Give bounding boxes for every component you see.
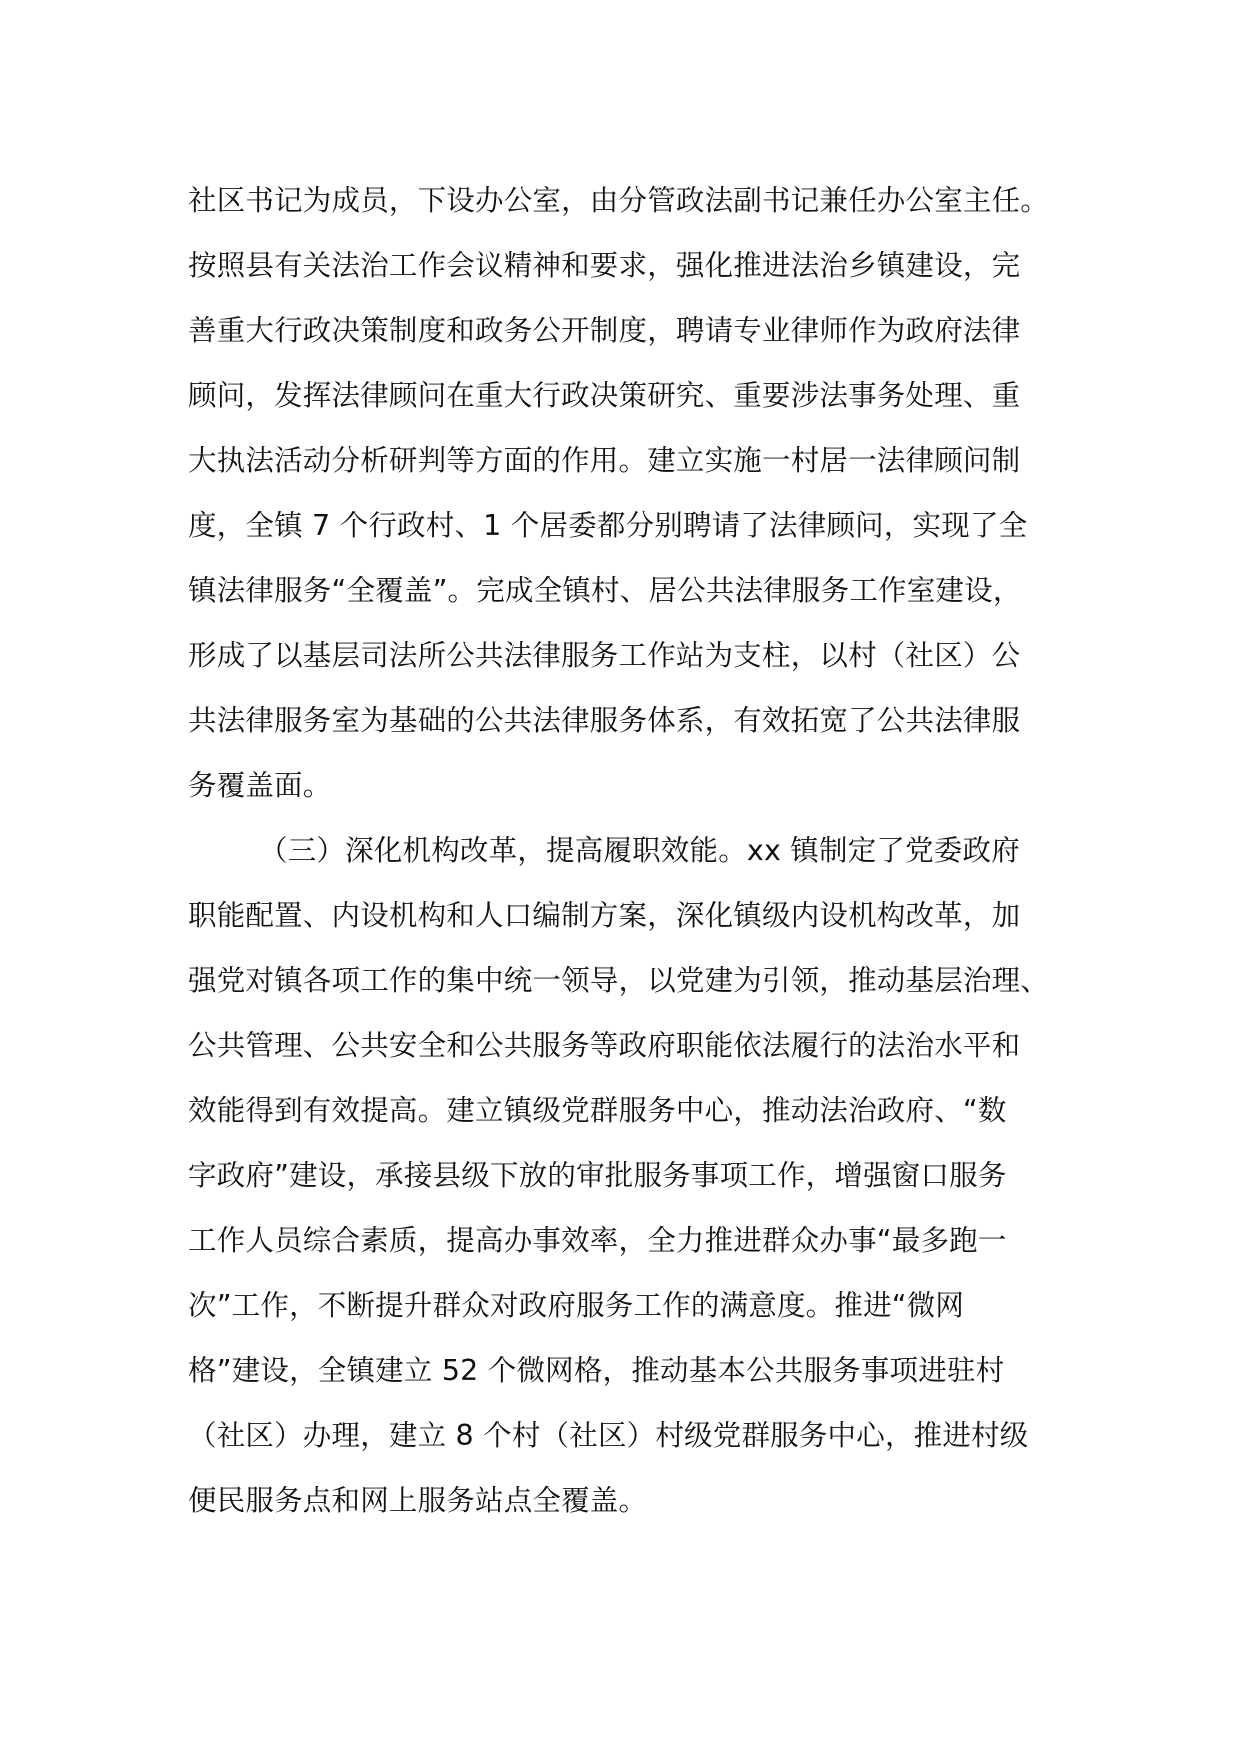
text-line: 强党对镇各项工作的集中统一领导，以党建为引领，推动基层治理、 [188,964,1050,997]
text-line: 按照县有关法治工作会议精神和要求，强化推进法治乡镇建设，完 [188,249,1021,282]
text-line: 形成了以基层司法所公共法律服务工作站为支柱，以村（社区）公 [188,639,1021,672]
text-line: 效能得到有效提高。建立镇级党群服务中心，推动法治政府、“数 [188,1094,1007,1127]
text-line: 镇法律服务“全覆盖”。完成全镇村、居公共法律服务工作室建设， [188,574,1022,607]
text-line: （社区）办理，建立 8 个村（社区）村级党群服务中心，推进村级 [188,1419,1029,1452]
text-line: 字政府”建设，承接县级下放的审批服务事项工作，增强窗口服务 [188,1159,1007,1192]
text-line: 格”建设，全镇建立 52 个微网格，推动基本公共服务事项进驻村 [188,1354,1005,1387]
text-line: 度，全镇 7 个行政村、1 个居委都分别聘请了法律顾问，实现了全 [188,509,1028,542]
text-line: 共法律服务室为基础的公共法律服务体系，有效拓宽了公共法律服 [188,704,1021,737]
text-line: 顾问，发挥法律顾问在重大行政决策研究、重要涉法事务处理、重 [188,379,1021,412]
text-line: 善重大行政决策制度和政务公开制度，聘请专业律师作为政府法律 [188,314,1021,347]
text-line: 职能配置、内设机构和人口编制方案，深化镇级内设机构改革，加 [188,899,1021,932]
text-line: （三）深化机构改革，提高履职效能。xx 镇制定了党委政府 [259,834,1020,867]
text-line: 务覆盖面。 [188,769,332,802]
paragraph [188,818,1088,1533]
text-line: 大执法活动分析研判等方面的作用。建立实施一村居一法律顾问制 [188,444,1021,477]
paragraph [188,168,1088,818]
text-line: 社区书记为成员，下设办公室，由分管政法副书记兼任办公室主任。 [188,184,1050,217]
body-text [188,168,1088,1533]
text-line: 工作人员综合素质，提高办事效率，全力推进群众办事“最多跑一 [188,1224,1007,1257]
text-line: 便民服务点和网上服务站点全覆盖。 [188,1484,648,1517]
text-line: 公共管理、公共安全和公共服务等政府职能依法履行的法治水平和 [188,1029,1021,1062]
text-line: 次”工作，不断提升群众对政府服务工作的满意度。推进“微网 [188,1289,965,1322]
